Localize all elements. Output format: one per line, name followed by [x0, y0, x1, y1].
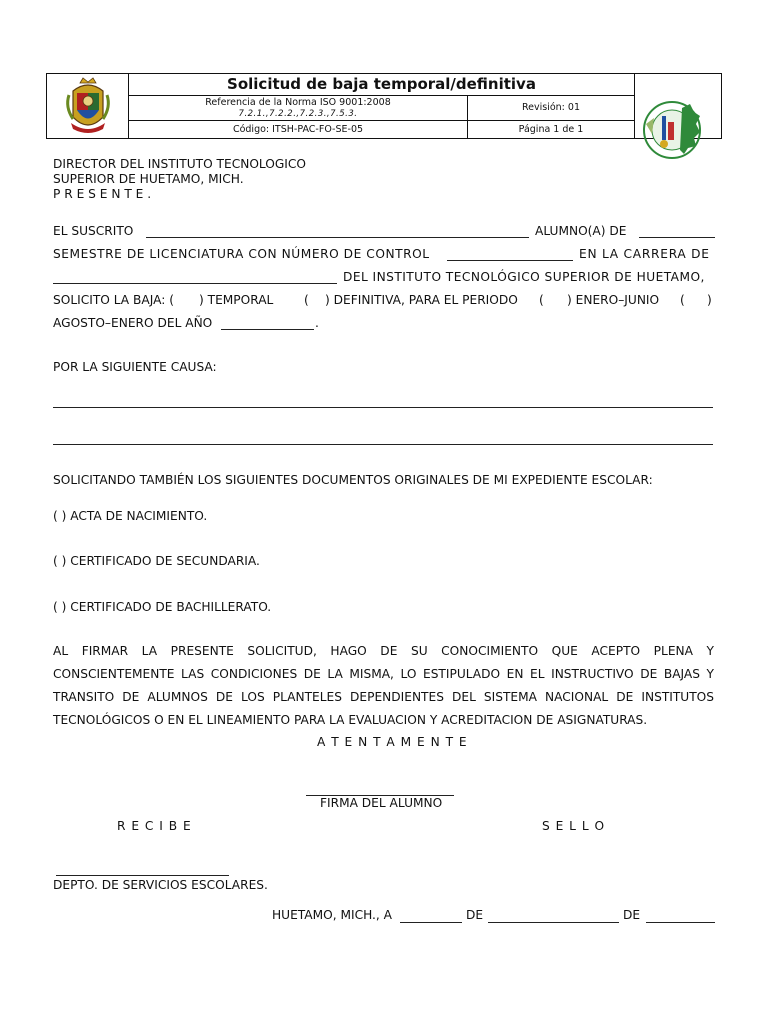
header-divider	[128, 120, 634, 121]
address-line: DIRECTOR DEL INSTITUTO TECNOLOGICO	[53, 157, 307, 171]
agreement-text: CONSCIENTEMENTE LAS CONDICIONES DE LA MISMA, LO ESTIPULADO EN EL INSTRUCTIVO DE BAJAS Y	[53, 667, 714, 681]
definitiva-paren: (	[304, 293, 309, 307]
sello-label: S E L L O	[542, 819, 606, 833]
carrera-label: EN LA CARRERA DE	[579, 247, 710, 261]
norma-reference: Referencia de la Norma ISO 9001:2008	[205, 97, 391, 108]
period-dot: .	[315, 316, 319, 330]
month-blank[interactable]	[488, 922, 619, 923]
baja-label: SOLICITO LA BAJA: (	[53, 293, 174, 307]
date-de-label: DE	[466, 908, 484, 922]
form-title: Solicitud de baja temporal/definitiva	[227, 75, 536, 93]
place-label: HUETAMO, MICH., A	[272, 908, 393, 922]
year-date-blank[interactable]	[646, 922, 715, 923]
header-divider	[128, 95, 634, 96]
student-signature-label: FIRMA DEL ALUMNO	[320, 796, 443, 810]
address-line: SUPERIOR DE HUETAMO, MICH.	[53, 172, 244, 186]
enero-paren: (	[539, 293, 544, 307]
document-option-secundaria[interactable]: ( ) CERTIFICADO DE SECUNDARIA.	[53, 554, 260, 568]
semester-blank[interactable]	[639, 237, 715, 238]
documents-intro: SOLICITANDO TAMBIÉN LOS SIGUIENTES DOCUMENTOS ORIGINALES DE MI EXPEDIENTE ESCOLAR:	[53, 473, 653, 487]
temporal-option[interactable]: ) TEMPORAL	[199, 293, 274, 307]
document-option-acta[interactable]: ( ) ACTA DE NACIMIENTO.	[53, 509, 208, 523]
agreement-text: TECNOLÓGICOS O EN EL LINEAMIENTO PARA LA EVALUACION Y ACREDITACION DE ASIGNATURAS.	[53, 713, 648, 727]
institute-logo	[640, 96, 702, 164]
day-blank[interactable]	[400, 922, 462, 923]
receiver-signature-line[interactable]	[56, 875, 229, 876]
suscrito-label: EL SUSCRITO	[53, 224, 134, 238]
page-number: Página 1 de 1	[518, 124, 584, 135]
document-option-bachillerato[interactable]: ( ) CERTIFICADO DE BACHILLERATO.	[53, 600, 272, 614]
cause-line[interactable]	[53, 444, 713, 445]
year-blank[interactable]	[221, 329, 314, 330]
agosto-paren-close[interactable]: )	[707, 293, 712, 307]
control-number-label: SEMESTRE DE LICENCIATURA CON NÚMERO DE CONTROL	[53, 247, 430, 261]
agreement-text: AL FIRMAR LA PRESENTE SOLICITUD, HAGO DE SU CONOCIMIENTO QUE ACEPTO PLENA Y	[53, 644, 714, 658]
career-blank[interactable]	[53, 283, 337, 284]
header-divider	[634, 74, 635, 138]
agreement-text: TRANSITO DE ALUMNOS DE LOS PLANTELES DEPENDIENTES DEL SISTEMA NACIONAL DE INSTITUTOS	[53, 690, 714, 704]
address-line: P R E S E N T E .	[53, 187, 152, 201]
name-blank[interactable]	[146, 237, 529, 238]
agosto-enero-label: AGOSTO–ENERO DEL AÑO	[53, 316, 213, 330]
agosto-paren: (	[680, 293, 685, 307]
revision-label: Revisión: 01	[521, 102, 580, 113]
institute-text: DEL INSTITUTO TECNOLÓGICO SUPERIOR DE HUETAMO,	[343, 270, 705, 284]
atentamente: A T E N T A M E N T E	[317, 735, 468, 749]
definitiva-option[interactable]: ) DEFINITIVA, PARA EL PERIODO	[325, 293, 518, 307]
enero-junio-option[interactable]: ) ENERO–JUNIO	[567, 293, 660, 307]
norma-clauses: 7.2.1.,7.2.2.,7.2.3.,7.5.3.	[238, 109, 358, 119]
cause-line[interactable]	[53, 407, 713, 408]
department-label: DEPTO. DE SERVICIOS ESCOLARES.	[53, 878, 268, 892]
alumno-label: ALUMNO(A) DE	[535, 224, 627, 238]
coat-of-arms-logo	[63, 77, 113, 137]
causa-label: POR LA SIGUIENTE CAUSA:	[53, 360, 217, 374]
date-de-label: DE	[623, 908, 641, 922]
form-code: Código: ITSH-PAC-FO-SE-05	[232, 124, 364, 135]
recibe-label: R E C I B E	[117, 819, 192, 833]
control-number-blank[interactable]	[447, 260, 573, 261]
document-header	[46, 73, 722, 139]
